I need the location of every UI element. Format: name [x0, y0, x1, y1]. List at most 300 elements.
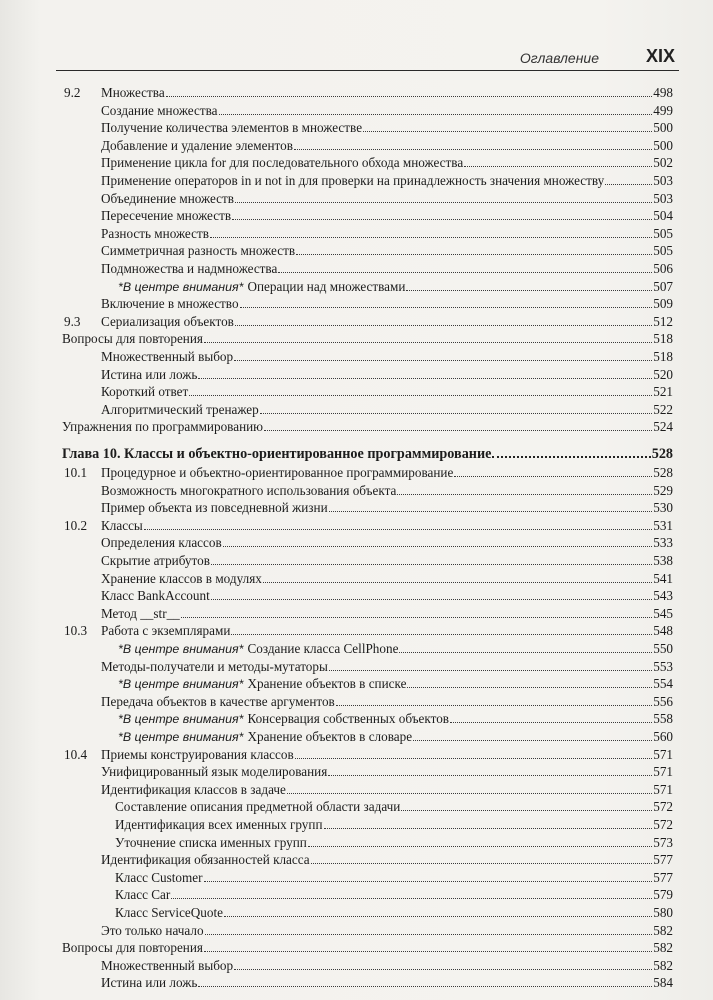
toc-page-number: 560 — [653, 729, 673, 744]
toc-page-number: 522 — [653, 401, 673, 417]
dot-leader — [264, 419, 652, 431]
dot-leader — [205, 923, 653, 935]
toc-entry-label — [101, 366, 197, 384]
toc-page-number: 577 — [653, 852, 673, 868]
toc-entry[interactable] — [115, 834, 673, 852]
running-header — [56, 46, 679, 71]
toc-entry-label — [101, 622, 230, 640]
toc-entry[interactable] — [115, 904, 673, 922]
toc-entry-label — [118, 278, 405, 296]
toc-entry-text: Передача объектов в качестве аргументов — [101, 693, 335, 709]
toc-entry-text: Подмножества и надмножества — [101, 261, 278, 276]
toc-entry[interactable] — [101, 401, 673, 419]
toc-row — [0, 816, 713, 834]
toc-page-number: 531 — [653, 517, 673, 533]
toc-page-number: 543 — [653, 588, 673, 604]
toc-entry-text: Метод __str__ — [101, 605, 180, 621]
dot-leader — [329, 500, 653, 512]
toc-page-number: 502 — [653, 155, 673, 171]
toc-entry-label — [101, 587, 210, 605]
toc-page-number: 509 — [653, 296, 673, 312]
toc-entry-text: Работа с экземплярами — [101, 623, 231, 639]
toc-row — [0, 242, 713, 260]
toc-entry-text: Идентификация обязанностей класса — [101, 852, 310, 868]
toc-entry[interactable] — [101, 295, 673, 313]
toc-entry[interactable] — [118, 710, 673, 728]
toc-entry[interactable] — [101, 974, 673, 992]
toc-section-number: 9.2 — [64, 85, 81, 100]
toc-entry[interactable] — [101, 207, 673, 225]
toc-entry-label — [101, 570, 262, 588]
toc-entry-text: Процедурное и объектно-ориентированное программирование — [101, 465, 454, 480]
toc-entry-text: Короткий ответ — [101, 384, 189, 400]
toc-entry-label — [101, 499, 328, 517]
toc-page-number: 571 — [653, 764, 673, 780]
toc-entry[interactable] — [101, 313, 673, 331]
toc-entry-text: Класс Customer — [115, 869, 203, 885]
toc-entry-label — [101, 693, 335, 711]
dot-leader — [399, 641, 652, 653]
toc-entry[interactable] — [62, 445, 673, 463]
toc-entry[interactable] — [101, 84, 673, 102]
toc-entry-label — [101, 295, 239, 313]
toc-page-number: 582 — [653, 940, 673, 956]
toc-entry[interactable] — [101, 570, 673, 588]
toc-row — [0, 552, 713, 570]
toc-page-number: 524 — [653, 419, 673, 435]
toc-entry-label — [101, 401, 259, 419]
toc-entry-label — [62, 445, 491, 463]
toc-page-number: 512 — [653, 313, 673, 329]
dot-leader — [454, 465, 652, 477]
toc-entry-text: Объединение множеств — [101, 190, 234, 206]
toc-entry[interactable] — [118, 728, 673, 746]
toc-row — [0, 939, 713, 957]
toc-row — [0, 295, 713, 313]
toc-page-number: 500 — [653, 137, 673, 153]
toc-entry[interactable] — [115, 798, 673, 816]
toc-page-number: 500 — [653, 120, 673, 136]
toc-entry[interactable] — [101, 957, 673, 975]
toc-entry-label — [118, 728, 412, 746]
toc-section-number: 10.4 — [64, 746, 88, 762]
toc-entry[interactable] — [101, 260, 673, 278]
toc-entry-text: Класс ServiceQuote — [115, 905, 224, 920]
dot-leader — [295, 747, 653, 759]
toc-page-number: 507 — [653, 278, 673, 294]
toc-entry-label — [101, 348, 233, 366]
focus-tag: *В центре внимания* — [118, 677, 244, 692]
toc-row — [0, 190, 713, 208]
toc-entry-label — [101, 102, 218, 120]
toc-entry-text: Вопросы для повторения — [62, 331, 203, 347]
toc-page-number: 518 — [653, 331, 673, 347]
toc-entry-label — [101, 207, 231, 225]
dot-leader — [296, 243, 652, 255]
dot-leader — [294, 138, 652, 150]
toc-page-number: 571 — [653, 781, 673, 797]
dot-leader — [219, 103, 653, 115]
toc-entry-label — [101, 464, 453, 482]
toc-section-number: 10.1 — [64, 465, 88, 480]
toc-entry-label — [101, 119, 362, 137]
toc-page-number: 503 — [653, 190, 673, 206]
dot-leader — [171, 887, 652, 899]
toc-entry-label — [62, 939, 203, 957]
toc-page-number: 545 — [653, 605, 673, 621]
toc-row — [0, 587, 713, 605]
toc-entry[interactable] — [101, 464, 673, 482]
toc-entry[interactable] — [101, 781, 673, 799]
toc-entry-label — [118, 710, 449, 728]
toc-row — [0, 418, 713, 436]
toc-entry[interactable] — [62, 418, 673, 436]
toc-row — [0, 482, 713, 500]
dot-leader — [198, 367, 652, 379]
toc-entry[interactable] — [101, 517, 673, 535]
dot-leader — [240, 296, 653, 308]
toc-row — [0, 278, 713, 296]
toc-page-number: 520 — [653, 366, 673, 382]
toc-entry[interactable] — [101, 552, 673, 570]
toc-row — [0, 84, 713, 102]
toc-entry-text: Консервация собственных объектов — [247, 711, 450, 727]
dot-leader — [278, 261, 652, 273]
dot-leader — [166, 85, 653, 97]
dot-leader — [413, 729, 652, 741]
toc-entry-text: Получение количества элементов в множестве — [101, 120, 363, 136]
toc-page-number: 503 — [653, 173, 673, 188]
dot-leader — [450, 711, 652, 723]
toc-page-number: 556 — [653, 693, 673, 709]
toc-row — [0, 464, 713, 482]
toc-page-number: 577 — [653, 869, 673, 885]
toc-entry-text: Упражнения по программированию — [62, 419, 264, 435]
toc-row — [0, 763, 713, 781]
toc-entry-text: Методы-получатели и методы-мутаторы — [101, 658, 328, 674]
running-header-title: Оглавление — [519, 50, 599, 66]
toc-entry[interactable] — [101, 119, 673, 137]
toc-entry-text: Создание множества — [101, 102, 218, 118]
toc-row — [0, 517, 713, 535]
toc-entry-label — [101, 482, 396, 500]
toc-page-number: 505 — [653, 243, 673, 259]
toc-page-number: 533 — [653, 535, 673, 551]
dot-leader — [235, 191, 652, 203]
toc-row — [0, 675, 713, 693]
toc-entry-text: Класс BankAccount — [101, 588, 210, 604]
toc-entry-label — [101, 383, 188, 401]
toc-entry[interactable] — [118, 278, 673, 296]
toc-page-number: 504 — [653, 208, 673, 224]
toc-row — [0, 172, 713, 190]
toc-entry-label — [115, 869, 203, 887]
toc-entry-text: Приемы конструирования классов — [101, 746, 294, 762]
toc-entry[interactable] — [101, 922, 673, 940]
toc-entry-label — [101, 851, 310, 869]
toc-entry[interactable] — [101, 137, 673, 155]
toc-entry-text: Хранение объектов в словаре — [247, 729, 413, 744]
toc-entry[interactable] — [101, 587, 673, 605]
toc-entry-label — [101, 260, 277, 278]
toc-page-number: 506 — [653, 261, 673, 276]
toc-entry-text: Хранение классов в модулях — [101, 570, 262, 586]
dot-leader — [406, 279, 652, 291]
dot-leader — [234, 349, 652, 361]
toc-entry[interactable] — [101, 348, 673, 366]
toc-row — [0, 798, 713, 816]
toc-entry-text: Применение операторов in и not in для проверки на принадлежность значения множеству — [101, 173, 605, 188]
dot-leader — [407, 676, 652, 688]
toc-row — [0, 869, 713, 887]
dot-leader — [204, 331, 652, 343]
dot-leader — [492, 445, 650, 458]
dot-leader — [181, 606, 652, 618]
toc-row — [0, 401, 713, 419]
toc-entry-label — [101, 190, 234, 208]
toc-entry[interactable] — [101, 605, 673, 623]
dot-leader — [263, 571, 652, 583]
toc-row — [0, 922, 713, 940]
toc-row — [0, 499, 713, 517]
toc-entry-label — [101, 974, 197, 992]
toc-entry-label — [101, 154, 463, 172]
dot-leader — [234, 958, 652, 970]
toc-entry[interactable] — [115, 869, 673, 887]
toc-row — [0, 658, 713, 676]
toc-entry-label — [115, 816, 323, 834]
toc-row — [0, 313, 713, 331]
toc-entry-text: Пересечение множеств — [101, 208, 232, 224]
toc-row — [0, 622, 713, 640]
toc-entry-text: Составление описания предметной области задачи — [115, 799, 401, 815]
dot-leader — [232, 208, 652, 220]
toc-row — [0, 348, 713, 366]
toc-entry-text: Сериализация объектов — [101, 313, 234, 329]
focus-tag: *В центре внимания* — [118, 730, 244, 744]
toc-row — [0, 225, 713, 243]
focus-tag: *В центре внимания* — [118, 642, 244, 656]
dot-leader — [605, 173, 652, 185]
toc-row — [0, 366, 713, 384]
toc-row — [0, 154, 713, 172]
toc-page-number: 579 — [653, 887, 673, 903]
toc-page-number: 541 — [653, 570, 673, 586]
toc-row — [0, 640, 713, 658]
toc-page-number: 582 — [653, 957, 673, 973]
toc-row — [0, 445, 713, 463]
toc-entry[interactable] — [101, 499, 673, 517]
toc-page-number: 554 — [653, 676, 673, 692]
toc-entry-text: Скрытие атрибутов — [101, 553, 210, 568]
toc-row — [0, 605, 713, 623]
toc-row — [0, 781, 713, 799]
toc-page-number: 548 — [653, 623, 673, 639]
toc-entry-text: Уточнение списка именных групп — [115, 834, 307, 850]
toc-section-number: 9.3 — [64, 313, 81, 329]
dot-leader — [287, 782, 652, 794]
toc-row — [0, 974, 713, 992]
page-number: XIX — [645, 46, 675, 66]
toc-row — [0, 119, 713, 137]
toc-entry[interactable] — [62, 330, 673, 348]
toc-page-number: 518 — [653, 349, 673, 364]
toc-entry[interactable] — [101, 190, 673, 208]
toc-entry-label — [101, 552, 210, 570]
toc-entry-label — [101, 84, 165, 102]
toc-entry[interactable] — [101, 242, 673, 260]
dot-leader — [336, 694, 652, 706]
dot-leader — [198, 975, 652, 987]
dot-leader — [401, 799, 652, 811]
toc-page-number: 505 — [653, 225, 673, 241]
toc-entry-text: Унифицированный язык моделирования — [101, 764, 328, 780]
toc-entry-label — [115, 834, 307, 852]
dot-leader — [397, 483, 652, 495]
toc-entry-label — [101, 137, 293, 155]
toc-entry-text: Операции над множествами — [247, 278, 406, 294]
focus-tag: *В центре внимания* — [118, 279, 244, 294]
toc-entry-label — [101, 746, 294, 764]
toc-page-number: 528 — [653, 465, 673, 480]
dot-leader — [324, 817, 653, 829]
toc-row — [0, 904, 713, 922]
toc-page-number: 558 — [653, 711, 673, 727]
toc-entry-label — [101, 605, 180, 623]
dot-leader — [144, 518, 652, 530]
toc-entry-text: Множественный выбор — [101, 957, 234, 973]
toc-page-number: 498 — [653, 85, 673, 100]
toc-entry[interactable] — [101, 172, 673, 190]
toc-entry-label — [101, 313, 234, 331]
toc-entry-label — [101, 172, 604, 190]
toc-entry-label — [118, 640, 398, 658]
toc-entry[interactable] — [101, 658, 673, 676]
toc-row — [0, 957, 713, 975]
toc-entry-label — [101, 534, 222, 552]
toc-entry[interactable] — [101, 763, 673, 781]
toc-entry-label — [101, 658, 328, 676]
toc-entry[interactable] — [115, 886, 673, 904]
focus-tag: *В центре внимания* — [118, 712, 244, 727]
dot-leader — [210, 226, 652, 238]
toc-entry-text: Применение цикла for для последовательного обхода множества — [101, 155, 464, 171]
toc-row — [0, 260, 713, 278]
toc-entry[interactable] — [101, 102, 673, 120]
toc-row — [0, 710, 713, 728]
dot-leader — [204, 870, 653, 882]
toc-entry-text: Идентификация классов в задаче — [101, 781, 286, 797]
toc-entry[interactable] — [118, 640, 673, 658]
toc-entry[interactable] — [101, 534, 673, 552]
toc-row — [0, 834, 713, 852]
toc-entry-text: Алгоритмический тренажер — [101, 401, 259, 417]
toc-entry-text: Разность множеств — [101, 225, 209, 241]
toc-entry[interactable] — [101, 383, 673, 401]
toc-page-number: 582 — [653, 922, 673, 938]
dot-leader — [308, 835, 652, 847]
toc-entry[interactable] — [101, 366, 673, 384]
dot-leader — [235, 314, 652, 326]
dot-leader — [211, 588, 652, 600]
dot-leader — [224, 905, 652, 917]
toc-entry[interactable] — [101, 851, 673, 869]
toc-entry-label — [101, 517, 143, 535]
toc-page-number: 538 — [653, 553, 673, 568]
toc-entry[interactable] — [101, 746, 673, 764]
toc-row — [0, 570, 713, 588]
dot-leader — [189, 384, 652, 396]
toc-entry-text: Истина или ложь — [101, 366, 198, 382]
toc-page-number: 572 — [653, 817, 673, 832]
toc-entry[interactable] — [115, 816, 673, 834]
toc-entry-text: Определения классов — [101, 535, 222, 551]
toc-entry-text: Класс Car — [115, 887, 171, 903]
toc-row — [0, 330, 713, 348]
toc-entry-label — [115, 904, 223, 922]
toc-entry-text: Это только начало — [101, 922, 204, 938]
toc-entry-label — [101, 763, 327, 781]
toc-entry-label — [101, 781, 286, 799]
dot-leader — [328, 764, 652, 776]
toc-page-number: 571 — [653, 746, 673, 762]
dot-leader — [464, 155, 652, 167]
toc-entry-text: Множества — [101, 85, 165, 100]
toc-page-number: 573 — [653, 834, 673, 850]
toc-entry-text: Возможность многократного использования объекта — [101, 482, 397, 498]
toc-row — [0, 383, 713, 401]
toc-row — [0, 137, 713, 155]
toc-page-number: 530 — [653, 500, 673, 516]
dot-leader — [231, 623, 652, 635]
toc-page-number: 580 — [653, 905, 673, 920]
toc-page-number: 499 — [653, 102, 673, 118]
toc-entry[interactable] — [62, 939, 673, 957]
dot-leader — [260, 402, 652, 414]
toc-page-number: 529 — [653, 482, 673, 498]
toc-page-number: 550 — [653, 641, 673, 656]
toc-entry-label — [101, 922, 204, 940]
toc-entry[interactable] — [101, 225, 673, 243]
toc-entry-label — [115, 886, 170, 904]
toc-entry-label — [101, 242, 295, 260]
toc-entry-label — [62, 418, 263, 436]
dot-leader — [363, 120, 652, 132]
toc-entry-text: Пример объекта из повседневной жизни — [101, 500, 328, 516]
toc-page-number: 572 — [653, 799, 673, 815]
toc-entry-label — [101, 225, 209, 243]
toc-row — [0, 534, 713, 552]
toc-entry[interactable] — [118, 675, 673, 693]
toc-entry-text: Добавление и удаление элементов — [101, 137, 293, 153]
toc-entry-text: Множественный выбор — [101, 349, 234, 364]
dot-leader — [204, 940, 652, 952]
toc-entry[interactable] — [101, 622, 673, 640]
toc-entry[interactable] — [101, 482, 673, 500]
toc-entry-text: Глава 10. Классы и объектно-ориентированное программирование — [62, 446, 492, 462]
toc-entry[interactable] — [101, 154, 673, 172]
dot-leader — [329, 659, 652, 671]
toc-entry-text: Классы — [101, 517, 143, 533]
toc-page-number: 584 — [653, 975, 673, 991]
toc-entry-text: Вопросы для повторения — [62, 940, 203, 956]
toc-entry-text: Создание класса CellPhone — [247, 641, 399, 656]
toc-row — [0, 102, 713, 120]
toc-entry-text: Включение в множество — [101, 296, 239, 312]
toc-entry[interactable] — [101, 693, 673, 711]
dot-leader — [211, 553, 652, 565]
toc-row — [0, 207, 713, 225]
